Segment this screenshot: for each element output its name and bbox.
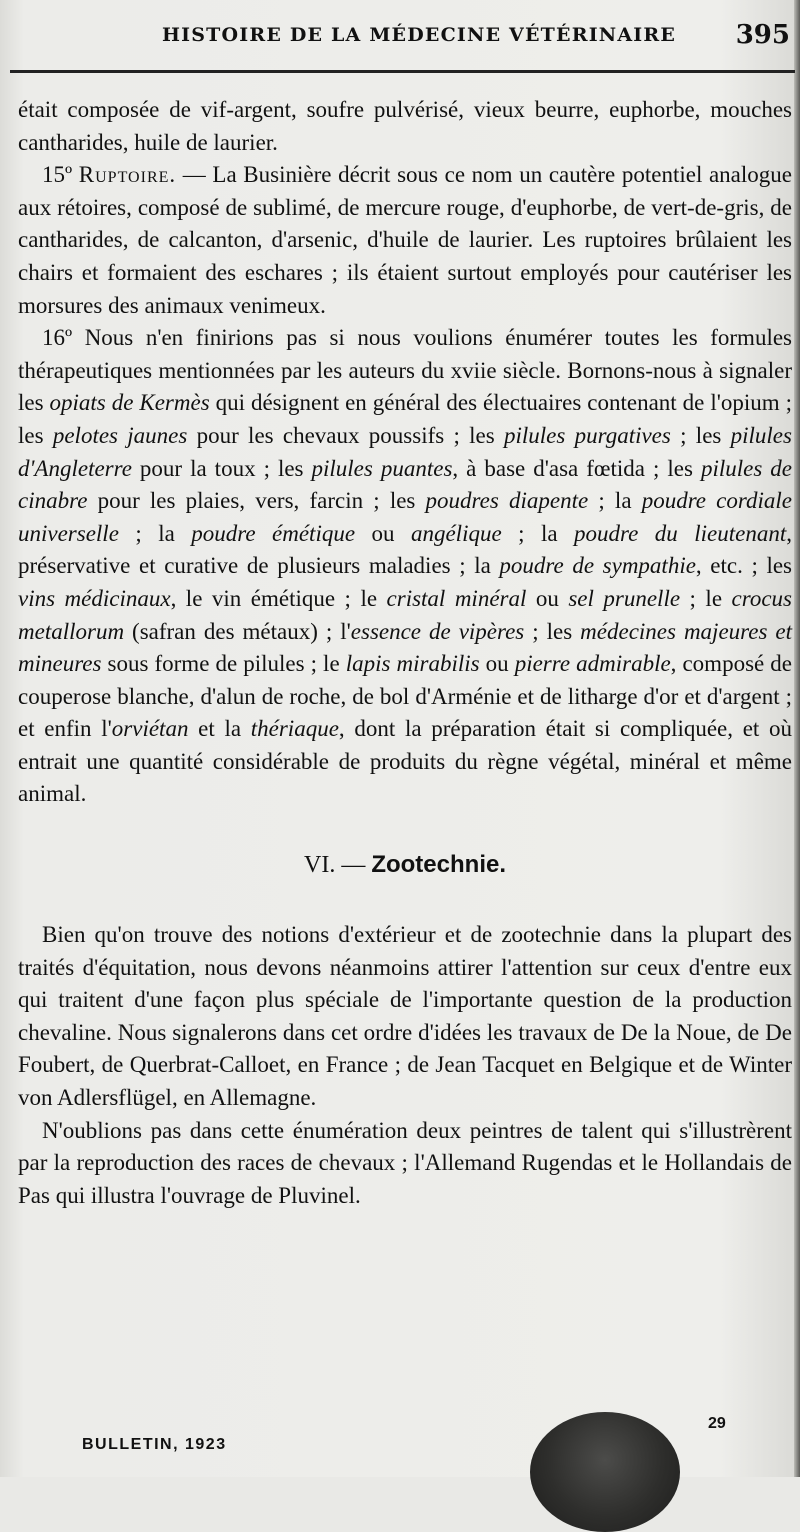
italic-term: pilules de cinabre [18, 455, 792, 514]
italic-term: poudre cordiale universelle [18, 488, 792, 546]
item-label: Ruptoire. [78, 162, 177, 188]
paragraph-continued: était composée de vif-argent, soufre pulvérisé, vieux beurre, euphorbe, mouches cantharides, huile de laurier. [18, 97, 792, 155]
paragraph-ruptoire [18, 159, 792, 322]
text-run: , etc. ; les [695, 553, 792, 579]
text-run: et la [188, 716, 251, 742]
italic-term: opiats de Kermès [49, 390, 210, 416]
italic-term: poudre émétique [191, 520, 356, 546]
text-run: ; la [588, 488, 642, 514]
page-number: 395 [735, 20, 790, 50]
text-run: pour les chevaux poussifs ; les [187, 422, 504, 448]
italic-term: orviétan [111, 716, 189, 742]
italic-term: angélique [410, 520, 502, 546]
italic-term: essence de vipères [350, 618, 525, 644]
text-run: , préservative et curative de plusieurs maladies ; la [18, 520, 792, 579]
text-run: ou [526, 585, 569, 611]
italic-term: cristal minéral [386, 585, 527, 611]
italic-term: pelotes jaunes [52, 422, 188, 448]
italic-term: pierre admirable [514, 651, 671, 677]
thumb-shadow [530, 1412, 680, 1532]
text-run: ; le [680, 585, 732, 611]
item-text: — La Businière décrit sous ce nom un cautère potentiel analogue aux rétoires, composé de sublimé, de mercure rouge, d'euphorbe, de vert-de-gris, de cantharides, de calcanton, d'arsenic, d'huile de laurier. Les ruptoires brûlaient les chairs et formaient des eschares ; ils étaient surtout employés pour cautériser les morsures des animaux venimeux. [18, 162, 792, 318]
text-run: ou [355, 520, 411, 546]
section-number: VI. — [304, 852, 372, 879]
italic-term: thériaque [250, 716, 339, 742]
text-run: ou [479, 651, 515, 677]
italic-term: vins médicinaux [18, 585, 171, 611]
signature-mark: 29 [708, 1415, 726, 1432]
italic-term: poudres diapente [425, 488, 589, 514]
page-header [0, 10, 800, 60]
paragraph-zootechnie: Bien qu'on trouve des notions d'extérieur et de zootechnie dans la plupart des traités d'équitation, nous devons néanmoins attirer l'attention sur ceux d'entre eux qui traitent d'une façon plus spéciale de l'importante question de la production chevaline. Nous signalerons dans cet ordre d'idées les travaux de De la Noue, de De Foubert, de Querbrat-Calloet, en France ; de Jean Tacquet en Belgique et de Winter von Adlersflügel, en Allemagne. [18, 922, 792, 1111]
text-run: ; les [670, 422, 731, 448]
text-run: ; les [524, 618, 581, 644]
running-title: HISTOIRE DE LA MÉDECINE VÉTÉRINAIRE [162, 24, 677, 46]
section-title: Zootechnie. [371, 851, 506, 879]
header-rule [10, 70, 795, 73]
text-run: pour les plaies, vers, farcin ; les [87, 488, 426, 514]
text-run: sous forme de pilules ; le [101, 651, 346, 677]
italic-term: sel prunelle [568, 585, 681, 611]
body-text [18, 94, 792, 1212]
italic-term: pilules d'Angleterre [18, 422, 792, 481]
item-number: 15º [42, 162, 79, 188]
text-run: , dont la préparation était si compliquée, et où entrait une quantité considérable de produits du règne végétal, minéral et même animal. [18, 716, 793, 807]
italic-term: pilules puantes [311, 455, 453, 481]
section-heading [18, 849, 792, 881]
text-run: , à base d'asa fœtida ; les [452, 455, 701, 481]
text-run: (safran des métaux) ; l' [124, 618, 351, 644]
bulletin-footer: BULLETIN, 1923 [82, 1436, 227, 1453]
text-run: 16º Nous n'en finirions pas si nous voulions énumérer toutes les formules thérapeutiques mentionnées par les auteurs du xviie siècle. Bornons-nous à signaler les [18, 325, 792, 416]
italic-term: crocus metallorum [18, 585, 792, 644]
italic-term: poudre de sympathie [499, 553, 696, 579]
text-run: , composé de couperose blanche, d'alun de roche, de bol d'Arménie et de litharge d'or et d'argent ; et enfin l' [18, 651, 793, 742]
text-run: ; la [501, 520, 575, 546]
text-run: ; la [118, 520, 192, 546]
text-run: , le vin émétique ; le [170, 585, 387, 611]
paragraph-formules [18, 322, 792, 811]
text-run: qui désignent en général des électuaires contenant de l'opium ; les [18, 390, 792, 448]
italic-term: poudre du lieutenant [574, 520, 787, 546]
italic-term: lapis mirabilis [345, 651, 480, 677]
paragraph-peintres: N'oublions pas dans cette énumération deux peintres de talent qui s'illustrèrent par la reproduction des races de chevaux ; l'Allemand Rugendas et le Hollandais de Pas qui illustra l'ouvrage de Pluvinel. [18, 1117, 792, 1208]
italic-term: médecines majeures et mineures [18, 618, 792, 677]
italic-term: pilules purgatives [503, 422, 671, 448]
page-edge-shadow [794, 0, 800, 1477]
text-run: pour la toux ; les [131, 455, 312, 481]
